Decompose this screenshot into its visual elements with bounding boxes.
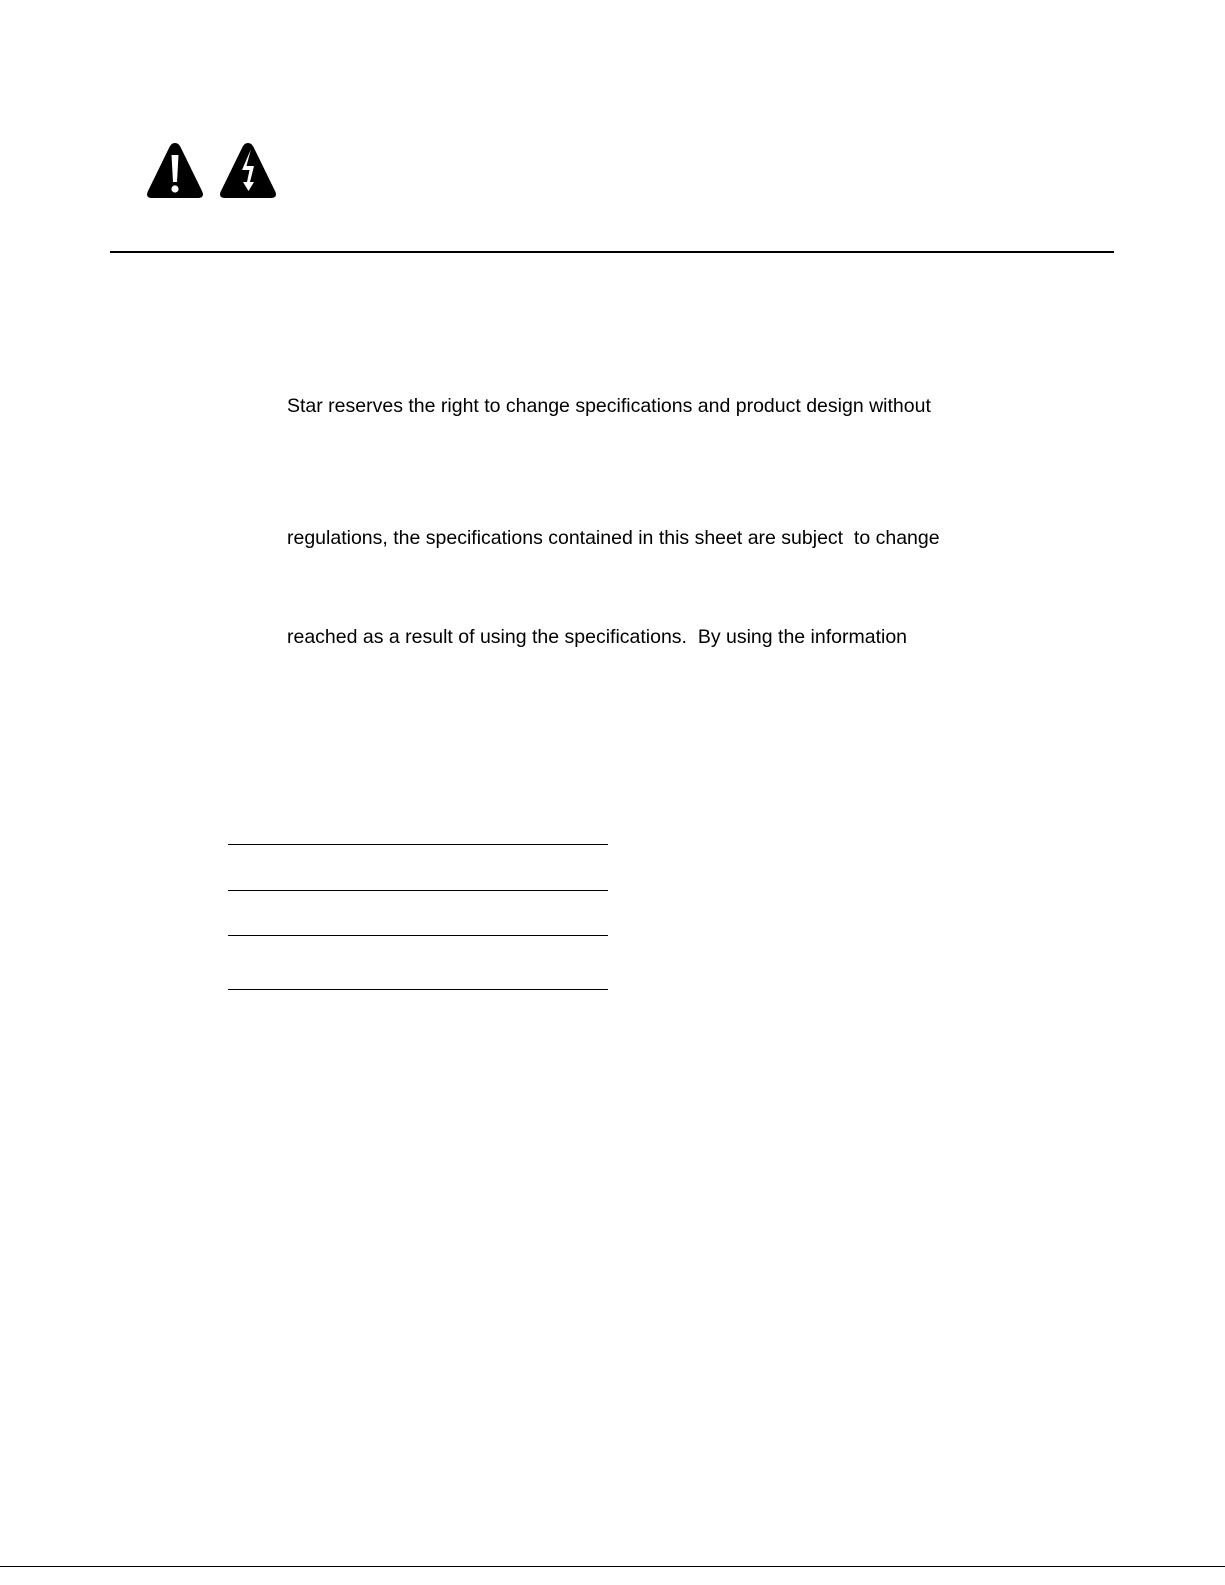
disclaimer-line-2: regulations, the specifications contained in this sheet are subject to change bbox=[287, 527, 940, 549]
electrical-hazard-icon bbox=[217, 140, 279, 202]
signature-line bbox=[228, 989, 608, 990]
header-divider bbox=[110, 251, 1114, 253]
warning-exclamation-icon bbox=[144, 140, 206, 202]
signature-line bbox=[228, 935, 608, 936]
footer-divider bbox=[0, 1566, 1225, 1567]
signature-line bbox=[228, 844, 608, 845]
signature-line bbox=[228, 890, 608, 891]
disclaimer-line-3: reached as a result of using the specifications. By using the information bbox=[287, 626, 908, 648]
disclaimer-line-1: Star reserves the right to change specifications and product design without bbox=[287, 395, 931, 417]
